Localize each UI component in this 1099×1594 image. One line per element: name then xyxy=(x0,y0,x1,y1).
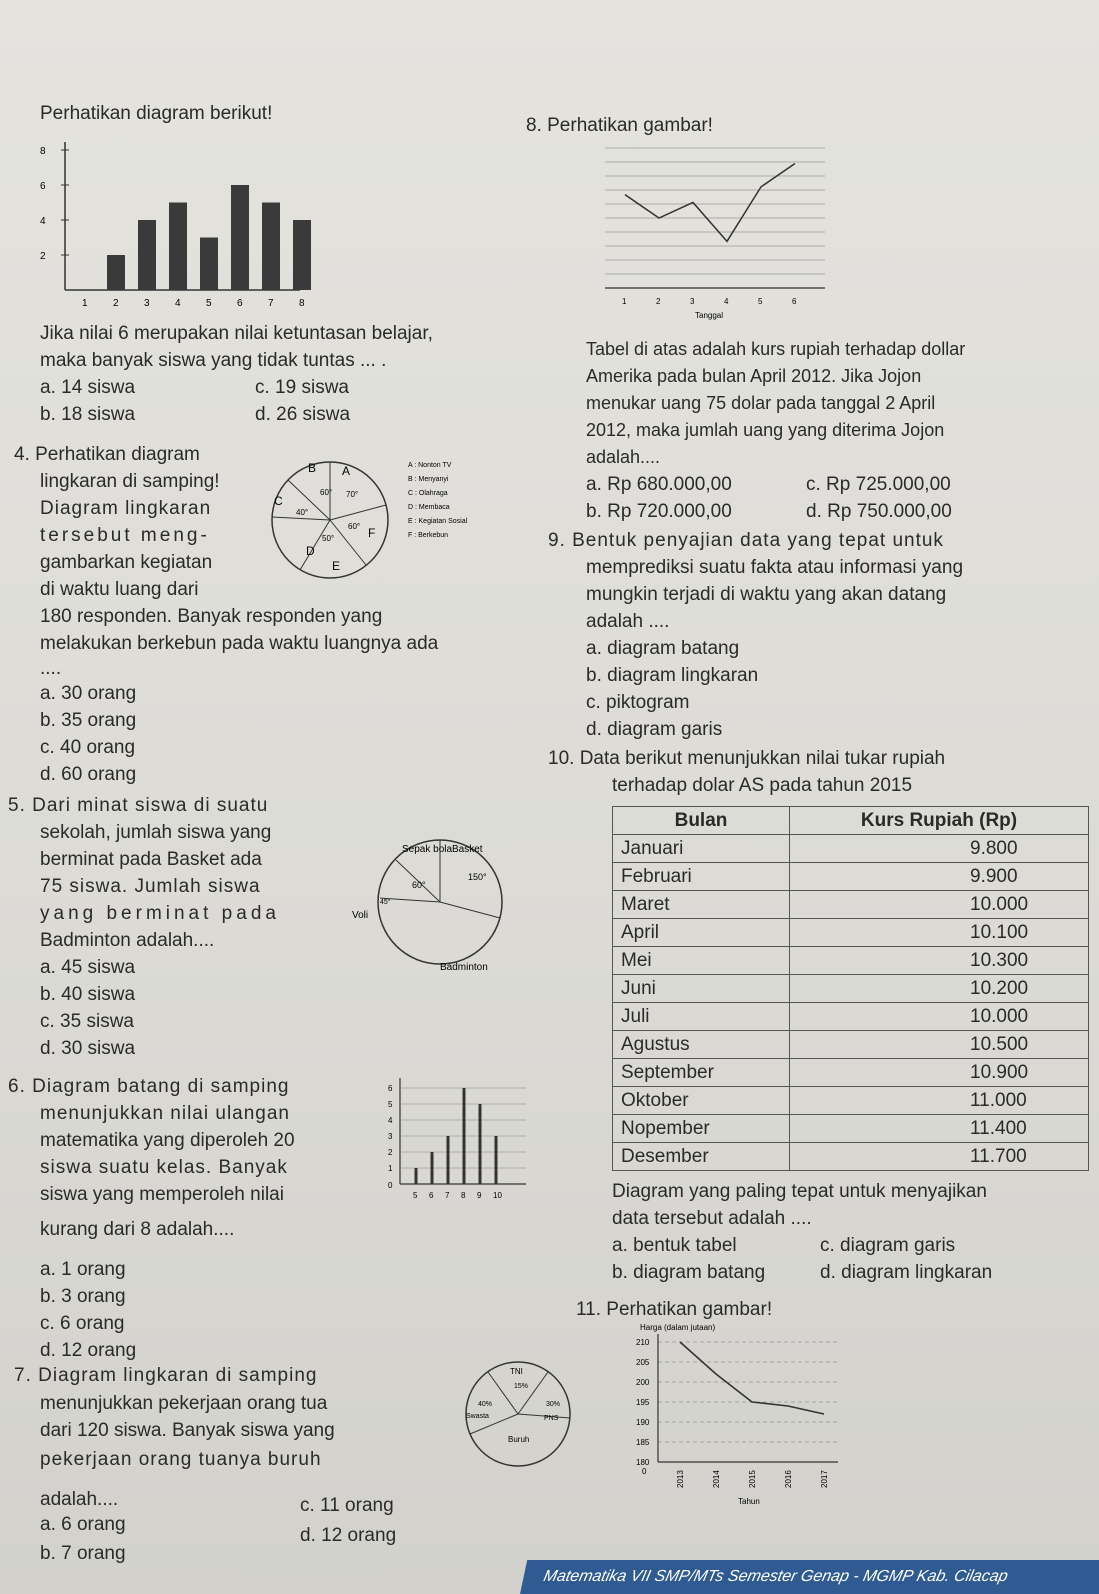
pie-label: F xyxy=(368,526,376,540)
q7-line: 7. Diagram lingkaran di samping xyxy=(14,1365,318,1386)
y-tick-label: 210 xyxy=(636,1338,650,1347)
x-tick-label: 4 xyxy=(724,297,729,306)
pie-label: Buruh xyxy=(508,1435,530,1444)
q6-option-a[interactable]: a. 1 orang xyxy=(40,1259,126,1280)
q11-line-chart xyxy=(618,1322,848,1512)
q3-option-d[interactable]: d. 26 siswa xyxy=(255,404,351,425)
table-cell-rate: 10.100 xyxy=(790,919,1089,947)
q8-stem: 8. Perhatikan gambar! xyxy=(526,115,713,136)
table-cell-rate: 10.500 xyxy=(790,1031,1089,1059)
q9-option-a[interactable]: a. diagram batang xyxy=(586,638,740,659)
x-tick-label: 2016 xyxy=(784,1470,793,1488)
pie-legend: E : Kegiatan Sosial xyxy=(408,518,468,525)
q6-option-b[interactable]: b. 3 orang xyxy=(40,1286,126,1307)
q9-line: 9. Bentuk penyajian data yang tepat untuk xyxy=(548,530,944,551)
y-tick-label: 1 xyxy=(388,1164,393,1173)
q8-question-line: adalah.... xyxy=(586,447,661,467)
bar xyxy=(231,185,249,290)
table-cell-month: Februari xyxy=(613,863,790,891)
q3-bar-chart xyxy=(30,138,320,318)
pie-label: Sepak bola xyxy=(402,844,453,855)
q5-option-d[interactable]: d. 30 siswa xyxy=(40,1038,136,1059)
q7-option-c[interactable]: c. 11 orang xyxy=(300,1495,394,1516)
x-tick-label: 8 xyxy=(461,1191,466,1200)
table-cell-month: Nopember xyxy=(613,1115,790,1143)
q4-line: gambarkan kegiatan xyxy=(40,552,213,573)
q5-line: 5. Dari minat siswa di suatu xyxy=(8,795,269,816)
table-cell-month: Oktober xyxy=(613,1087,790,1115)
q8-question-line: Amerika pada bulan April 2012. Jika Jojon xyxy=(586,366,922,386)
y-tick-label: 8 xyxy=(40,146,46,157)
table-row xyxy=(613,1059,1089,1087)
x-tick-label: 1 xyxy=(622,297,627,306)
table-header: Kurs Rupiah (Rp) xyxy=(790,807,1089,835)
pie-legend: C : Olahraga xyxy=(408,490,448,497)
q6-line: 6. Diagram batang di samping xyxy=(8,1076,290,1097)
q3-stem: Perhatikan diagram berikut! xyxy=(40,103,273,124)
pie-label: 30% xyxy=(546,1401,561,1408)
q8-option-b[interactable]: b. Rp 720.000,00 xyxy=(586,501,732,522)
y-tick-label: 2 xyxy=(388,1148,393,1157)
q5-line: Badminton adalah.... xyxy=(40,930,215,951)
q11-stem: 11. Perhatikan gambar! xyxy=(576,1299,773,1320)
q3-option-a[interactable]: a. 14 siswa xyxy=(40,377,136,398)
q7-option-b[interactable]: b. 7 orang xyxy=(40,1543,126,1564)
q6-line: menunjukkan nilai ulangan xyxy=(40,1103,290,1124)
q5-line: berminat pada Basket ada xyxy=(40,849,262,870)
table-row xyxy=(613,919,1089,947)
q5-option-b[interactable]: b. 40 siswa xyxy=(40,984,136,1005)
q6-bar-chart xyxy=(386,1074,536,1204)
pie-label: D xyxy=(306,544,315,558)
q5-pie-diagram xyxy=(350,830,530,975)
pie-angle: 40° xyxy=(296,508,309,517)
series-line xyxy=(680,1342,824,1414)
q4-option-d[interactable]: d. 60 orang xyxy=(40,764,137,785)
q3-question-line: Jika nilai 6 merupakan nilai ketuntasan belajar, xyxy=(40,323,433,344)
q8-option-a[interactable]: a. Rp 680.000,00 xyxy=(586,474,732,495)
bar xyxy=(138,220,156,290)
pie-label: Basket xyxy=(452,844,483,855)
bar xyxy=(169,203,187,291)
origin-label: 0 xyxy=(388,1181,393,1190)
y-tick-label: 5 xyxy=(388,1100,393,1109)
q7-line: pekerjaan orang tuanya buruh xyxy=(40,1449,322,1470)
x-tick-label: 5 xyxy=(206,298,212,309)
q7-line: adalah.... xyxy=(40,1489,119,1510)
pie-label: 40% xyxy=(478,1401,493,1408)
q3-option-c[interactable]: c. 19 siswa xyxy=(255,377,349,398)
q3-option-b[interactable]: b. 18 siswa xyxy=(40,404,136,425)
q9-option-d[interactable]: d. diagram garis xyxy=(586,719,723,740)
q6-option-d[interactable]: d. 12 orang xyxy=(40,1340,137,1361)
pie-label: Swasta xyxy=(466,1413,489,1420)
pie-angle: 45° xyxy=(380,899,391,906)
q10-line: data tersebut adalah .... xyxy=(612,1208,812,1229)
q4-line: .... xyxy=(40,658,62,679)
footer-banner xyxy=(520,1560,1099,1594)
q4-line: di waktu luang dari xyxy=(40,579,199,600)
y-tick-label: 6 xyxy=(40,181,46,192)
q4-pie-diagram xyxy=(260,455,530,585)
y-tick-label: 2 xyxy=(40,251,46,262)
q9-line: memprediksi suatu fakta atau informasi yang xyxy=(586,557,964,578)
table-row xyxy=(613,1003,1089,1031)
table-cell-month: Januari xyxy=(613,835,790,863)
table-cell-month: Juli xyxy=(613,1003,790,1031)
q6-line: siswa suatu kelas. Banyak xyxy=(40,1157,288,1178)
table-cell-month: Agustus xyxy=(613,1031,790,1059)
q8-option-c[interactable]: c. Rp 725.000,00 xyxy=(806,474,951,495)
table-row xyxy=(613,1031,1089,1059)
table-cell-rate: 9.900 xyxy=(790,863,1089,891)
table-cell-rate: 10.000 xyxy=(790,891,1089,919)
q4-line: Diagram lingkaran xyxy=(40,498,212,519)
table-cell-rate: 11.000 xyxy=(790,1087,1089,1115)
pie-label: A xyxy=(342,464,351,478)
q9-line: adalah .... xyxy=(586,611,670,632)
table-cell-rate: 11.700 xyxy=(790,1143,1089,1171)
x-tick-label: 2013 xyxy=(676,1470,685,1488)
x-tick-label: 1 xyxy=(82,298,88,309)
q4-option-c[interactable]: c. 40 orang xyxy=(40,737,136,758)
q4-line: tersebut meng- xyxy=(40,525,210,546)
q8-question-line: 2012, maka jumlah uang yang diterima Jojon xyxy=(586,420,945,440)
pie-angle: 70° xyxy=(346,490,359,499)
table-row xyxy=(613,1115,1089,1143)
y-tick-label: 4 xyxy=(388,1116,393,1125)
x-tick-label: 5 xyxy=(413,1191,418,1200)
y-tick-label: 185 xyxy=(636,1438,650,1447)
x-tick-label: 5 xyxy=(758,297,763,306)
table-cell-month: Maret xyxy=(613,891,790,919)
y-axis-label: Harga (dalam jutaan) xyxy=(640,1323,716,1332)
q6-option-c[interactable]: c. 6 orang xyxy=(40,1313,125,1334)
pie-angle: 60° xyxy=(412,880,426,890)
pie-label: Voli xyxy=(352,910,369,921)
table-header: Bulan xyxy=(613,807,790,835)
y-tick-label: 205 xyxy=(636,1358,650,1367)
y-tick-label: 200 xyxy=(636,1378,650,1387)
pie-legend: A : Nonton TV xyxy=(408,462,452,469)
y-tick-label: 6 xyxy=(388,1084,393,1093)
q9-option-b[interactable]: b. diagram lingkaran xyxy=(586,665,759,686)
q10-line: Diagram yang paling tepat untuk menyajikan xyxy=(612,1181,987,1202)
table-cell-rate: 11.400 xyxy=(790,1115,1089,1143)
q10-kurs-table xyxy=(612,806,1089,1171)
x-tick-label: 2017 xyxy=(820,1470,829,1488)
pie-label: E xyxy=(332,559,341,573)
table-cell-rate: 10.300 xyxy=(790,947,1089,975)
q7-pie-diagram xyxy=(450,1356,590,1476)
x-tick-label: 2 xyxy=(113,298,119,309)
table-cell-month: Mei xyxy=(613,947,790,975)
pie-legend: D : Membaca xyxy=(408,504,450,511)
x-tick-label: 2014 xyxy=(712,1470,721,1488)
table-row xyxy=(613,863,1089,891)
table-row xyxy=(613,1143,1089,1171)
q4-option-a[interactable]: a. 30 orang xyxy=(40,683,137,704)
table-header-row xyxy=(613,807,1089,835)
q10-line: terhadap dolar AS pada tahun 2015 xyxy=(612,775,913,796)
q5-line: sekolah, jumlah siswa yang xyxy=(40,822,272,843)
table-row xyxy=(613,1087,1089,1115)
q4-option-b[interactable]: b. 35 orang xyxy=(40,710,137,731)
x-tick-label: 6 xyxy=(237,298,243,309)
x-tick-label: 3 xyxy=(690,297,695,306)
q7-option-d[interactable]: d. 12 orang xyxy=(300,1525,397,1546)
pie-label: C xyxy=(274,494,283,508)
q10-line: 10. Data berikut menunjukkan nilai tukar rupiah xyxy=(548,748,946,769)
x-tick-label: 7 xyxy=(268,298,274,309)
table-cell-rate: 10.900 xyxy=(790,1059,1089,1087)
x-tick-label: 3 xyxy=(144,298,150,309)
q7-line: dari 120 siswa. Banyak siswa yang xyxy=(40,1420,335,1441)
table-cell-rate: 10.000 xyxy=(790,1003,1089,1031)
x-tick-label: 6 xyxy=(429,1191,434,1200)
pie-angle: 150° xyxy=(468,872,487,882)
pie-angle: 50° xyxy=(322,534,335,543)
q10-option-c[interactable]: c. diagram garis xyxy=(820,1235,956,1256)
q10-option-a[interactable]: a. bentuk tabel xyxy=(612,1235,737,1256)
q8-option-d[interactable]: d. Rp 750.000,00 xyxy=(806,501,952,522)
q4-line: 180 responden. Banyak responden yang xyxy=(40,606,383,627)
pie-label: Badminton xyxy=(440,962,488,973)
x-tick-label: 2015 xyxy=(748,1470,757,1488)
q7-option-a[interactable]: a. 6 orang xyxy=(40,1514,126,1535)
pie-angle: 60° xyxy=(348,522,361,531)
pie-label: PNS xyxy=(544,1415,559,1422)
y-tick-label: 180 xyxy=(636,1458,650,1467)
x-tick-label: 4 xyxy=(175,298,181,309)
table-cell-rate: 9.800 xyxy=(790,835,1089,863)
x-axis-label: Tahun xyxy=(738,1497,760,1506)
table-row xyxy=(613,891,1089,919)
bar xyxy=(293,220,311,290)
q5-option-a[interactable]: a. 45 siswa xyxy=(40,957,136,978)
q10-option-d[interactable]: d. diagram lingkaran xyxy=(820,1262,993,1283)
bar xyxy=(107,255,125,290)
x-axis-label: Tanggal xyxy=(695,311,724,320)
x-tick-label: 6 xyxy=(792,297,797,306)
table-row xyxy=(613,835,1089,863)
q4-line: 4. Perhatikan diagram xyxy=(14,444,200,465)
q6-line: kurang dari 8 adalah.... xyxy=(40,1219,235,1240)
x-tick-label: 10 xyxy=(493,1191,502,1200)
q9-line: mungkin terjadi di waktu yang akan datang xyxy=(586,584,947,605)
q8-question-line: Tabel di atas adalah kurs rupiah terhadap dollar xyxy=(586,339,966,359)
pie-label: 15% xyxy=(514,1383,529,1390)
bar xyxy=(262,203,280,291)
series-line xyxy=(625,164,795,242)
pie-legend: B : Menyanyi xyxy=(408,476,449,483)
q6-line: matematika yang diperoleh 20 xyxy=(40,1130,295,1151)
pie-legend: F : Berkebun xyxy=(408,532,449,539)
q7-line: menunjukkan pekerjaan orang tua xyxy=(40,1393,328,1414)
table-row xyxy=(613,975,1089,1003)
q4-line: melakukan berkebun pada waktu luangnya ada xyxy=(40,633,439,654)
table-cell-month: April xyxy=(613,919,790,947)
q8-line-chart xyxy=(575,138,835,328)
pie-angle: 60° xyxy=(320,488,333,497)
y-tick-label: 195 xyxy=(636,1398,650,1407)
q5-line: 75 siswa. Jumlah siswa xyxy=(40,876,261,897)
q5-line: yang berminat pada xyxy=(40,903,280,924)
origin-label: 0 xyxy=(642,1467,647,1476)
y-tick-label: 190 xyxy=(636,1418,650,1427)
q4-line: lingkaran di samping! xyxy=(40,471,220,492)
q10-option-b[interactable]: b. diagram batang xyxy=(612,1262,766,1283)
y-tick-label: 3 xyxy=(388,1132,393,1141)
pie-label: B xyxy=(308,461,317,475)
q8-question-line: menukar uang 75 dolar pada tanggal 2 April xyxy=(586,393,936,413)
q6-line: siswa yang memperoleh nilai xyxy=(40,1184,284,1205)
x-tick-label: 9 xyxy=(477,1191,482,1200)
q3-question-line: maka banyak siswa yang tidak tuntas ... . xyxy=(40,350,387,371)
y-tick-label: 4 xyxy=(40,216,46,227)
q9-option-c[interactable]: c. piktogram xyxy=(586,692,690,713)
x-tick-label: 7 xyxy=(445,1191,450,1200)
pie-label: TNI xyxy=(510,1367,523,1376)
x-tick-label: 2 xyxy=(656,297,661,306)
bar xyxy=(200,238,218,291)
footer-text: Matematika VII SMP/MTs Semester Genap - MGMP Kab. Cilacap xyxy=(541,1568,1010,1585)
table-cell-month: Desember xyxy=(613,1143,790,1171)
table-row xyxy=(613,947,1089,975)
x-tick-label: 8 xyxy=(299,298,305,309)
q5-option-c[interactable]: c. 35 siswa xyxy=(40,1011,134,1032)
table-cell-month: September xyxy=(613,1059,790,1087)
table-cell-rate: 10.200 xyxy=(790,975,1089,1003)
table-cell-month: Juni xyxy=(613,975,790,1003)
